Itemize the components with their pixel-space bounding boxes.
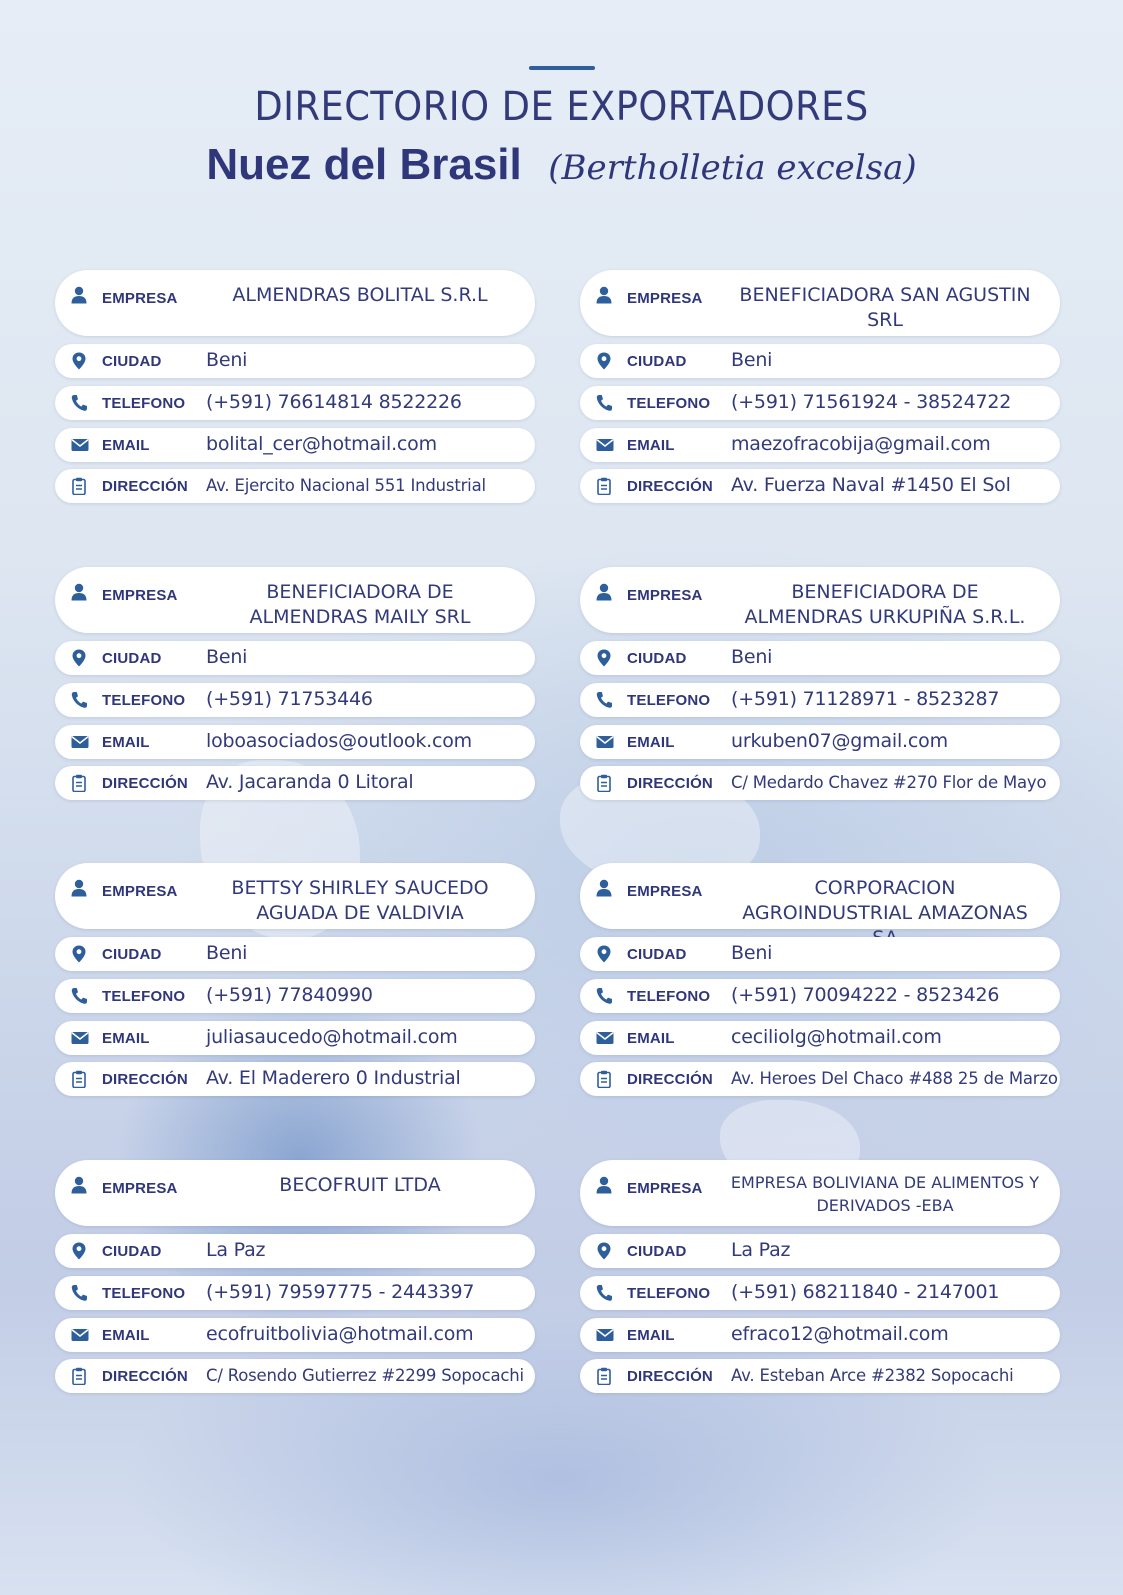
telefono-label: TELEFONO bbox=[102, 1285, 186, 1302]
empresa-label: EMPRESA bbox=[627, 290, 703, 307]
email-value: juliasaucedo@hotmail.com bbox=[206, 1026, 458, 1048]
email-row bbox=[580, 428, 1060, 462]
email-row bbox=[580, 725, 1060, 759]
page-title: DIRECTORIO DE EXPORTADORES bbox=[254, 84, 869, 130]
ciudad-row bbox=[580, 641, 1060, 675]
phone-icon bbox=[596, 987, 612, 1005]
person-icon bbox=[596, 286, 612, 304]
ciudad-value: La Paz bbox=[731, 1239, 791, 1261]
empresa-value: BECOFRUIT LTDA bbox=[279, 1174, 441, 1196]
ciudad-row bbox=[580, 937, 1060, 971]
empresa-label: EMPRESA bbox=[102, 1180, 178, 1197]
clipboard-icon bbox=[596, 1367, 612, 1385]
empresa-row bbox=[55, 270, 535, 336]
empresa-value: BENEFICIADORA DE ALMENDRAS URKUPIÑA S.R.L. bbox=[744, 581, 1026, 628]
direccion-value: Av. Jacaranda 0 Litoral bbox=[206, 771, 414, 793]
direccion-row bbox=[580, 469, 1060, 503]
direccion-value: C/ Medardo Chavez #270 Flor de Mayo bbox=[731, 773, 1047, 792]
person-icon bbox=[71, 583, 87, 601]
telefono-row bbox=[55, 683, 535, 717]
envelope-icon bbox=[596, 733, 612, 751]
empresa-label: EMPRESA bbox=[627, 1180, 703, 1197]
telefono-value: (+591) 71753446 bbox=[206, 688, 373, 710]
direccion-value: Av. Fuerza Naval #1450 El Sol bbox=[731, 474, 1011, 496]
ciudad-value: Beni bbox=[731, 349, 773, 371]
clipboard-icon bbox=[71, 1367, 87, 1385]
email-label: EMAIL bbox=[102, 437, 150, 454]
clipboard-icon bbox=[71, 774, 87, 792]
telefono-label: TELEFONO bbox=[102, 692, 186, 709]
clipboard-icon bbox=[596, 477, 612, 495]
person-icon bbox=[71, 879, 87, 897]
phone-icon bbox=[71, 394, 87, 412]
empresa-row bbox=[55, 863, 535, 929]
telefono-value: (+591) 76614814 8522226 bbox=[206, 391, 462, 413]
email-label: EMAIL bbox=[627, 1030, 675, 1047]
email-row bbox=[580, 1318, 1060, 1352]
telefono-row bbox=[580, 979, 1060, 1013]
ciudad-row bbox=[55, 937, 535, 971]
telefono-value: (+591) 68211840 - 2147001 bbox=[731, 1281, 1000, 1303]
map-pin-icon bbox=[596, 945, 612, 963]
page-subtitle-row bbox=[0, 140, 1123, 190]
ciudad-label: CIUDAD bbox=[627, 1243, 687, 1260]
telefono-row bbox=[580, 1276, 1060, 1310]
phone-icon bbox=[596, 691, 612, 709]
envelope-icon bbox=[596, 436, 612, 454]
email-row bbox=[55, 428, 535, 462]
phone-icon bbox=[596, 1284, 612, 1302]
direccion-label: DIRECCIÓN bbox=[627, 1368, 713, 1385]
telefono-row bbox=[55, 979, 535, 1013]
direccion-row bbox=[55, 469, 535, 503]
map-pin-icon bbox=[71, 1242, 87, 1260]
direccion-label: DIRECCIÓN bbox=[102, 1368, 188, 1385]
person-icon bbox=[71, 1176, 87, 1194]
direccion-label: DIRECCIÓN bbox=[627, 775, 713, 792]
empresa-label: EMPRESA bbox=[102, 290, 178, 307]
telefono-row bbox=[55, 386, 535, 420]
empresa-value: BENEFICIADORA SAN AGUSTIN SRL bbox=[739, 284, 1031, 331]
empresa-value: ALMENDRAS BOLITAL S.R.L bbox=[232, 284, 488, 306]
empresa-row bbox=[55, 1160, 535, 1226]
telefono-label: TELEFONO bbox=[627, 395, 711, 412]
empresa-row bbox=[580, 567, 1060, 633]
ciudad-row bbox=[55, 344, 535, 378]
ciudad-row bbox=[55, 1234, 535, 1268]
telefono-label: TELEFONO bbox=[102, 395, 186, 412]
telefono-row bbox=[55, 1276, 535, 1310]
empresa-row bbox=[580, 863, 1060, 929]
header-accent-line bbox=[529, 66, 595, 70]
direccion-label: DIRECCIÓN bbox=[102, 775, 188, 792]
email-label: EMAIL bbox=[102, 734, 150, 751]
telefono-label: TELEFONO bbox=[102, 988, 186, 1005]
phone-icon bbox=[71, 987, 87, 1005]
direccion-label: DIRECCIÓN bbox=[627, 1071, 713, 1088]
ciudad-value: Beni bbox=[731, 942, 773, 964]
clipboard-icon bbox=[71, 477, 87, 495]
phone-icon bbox=[71, 691, 87, 709]
ciudad-row bbox=[55, 641, 535, 675]
email-label: EMAIL bbox=[102, 1030, 150, 1047]
empresa-label: EMPRESA bbox=[627, 587, 703, 604]
envelope-icon bbox=[71, 1029, 87, 1047]
direccion-row bbox=[580, 1359, 1060, 1393]
empresa-label: EMPRESA bbox=[627, 883, 703, 900]
map-pin-icon bbox=[596, 649, 612, 667]
envelope-icon bbox=[596, 1029, 612, 1047]
ciudad-value: Beni bbox=[206, 942, 248, 964]
email-row bbox=[55, 1021, 535, 1055]
ciudad-label: CIUDAD bbox=[627, 353, 687, 370]
map-pin-icon bbox=[596, 1242, 612, 1260]
map-pin-icon bbox=[71, 352, 87, 370]
page-subtitle: Nuez del Brasil bbox=[206, 140, 522, 189]
scientific-name: (Bertholletia excelsa) bbox=[548, 148, 917, 188]
email-label: EMAIL bbox=[627, 437, 675, 454]
ciudad-value: Beni bbox=[731, 646, 773, 668]
empresa-label: EMPRESA bbox=[102, 883, 178, 900]
clipboard-icon bbox=[596, 774, 612, 792]
telefono-value: (+591) 79597775 - 2443397 bbox=[206, 1281, 475, 1303]
person-icon bbox=[71, 286, 87, 304]
ciudad-row bbox=[580, 1234, 1060, 1268]
telefono-row bbox=[580, 683, 1060, 717]
email-label: EMAIL bbox=[627, 734, 675, 751]
telefono-value: (+591) 71128971 - 8523287 bbox=[731, 688, 1000, 710]
email-value: efraco12@hotmail.com bbox=[731, 1323, 949, 1345]
email-value: bolital_cer@hotmail.com bbox=[206, 433, 437, 455]
map-pin-icon bbox=[596, 352, 612, 370]
direccion-label: DIRECCIÓN bbox=[627, 478, 713, 495]
empresa-value: BETTSY SHIRLEY SAUCEDO AGUADA DE VALDIVIA bbox=[231, 877, 489, 924]
person-icon bbox=[596, 583, 612, 601]
direccion-label: DIRECCIÓN bbox=[102, 478, 188, 495]
empresa-row bbox=[55, 567, 535, 633]
clipboard-icon bbox=[596, 1070, 612, 1088]
direccion-value: Av. Heroes Del Chaco #488 25 de Marzo bbox=[731, 1069, 1058, 1088]
phone-icon bbox=[596, 394, 612, 412]
ciudad-label: CIUDAD bbox=[102, 946, 162, 963]
telefono-value: (+591) 70094222 - 8523426 bbox=[731, 984, 1000, 1006]
telefono-row bbox=[580, 386, 1060, 420]
envelope-icon bbox=[71, 436, 87, 454]
envelope-icon bbox=[71, 733, 87, 751]
envelope-icon bbox=[596, 1326, 612, 1344]
empresa-row bbox=[580, 1160, 1060, 1226]
ciudad-label: CIUDAD bbox=[102, 1243, 162, 1260]
empresa-value: CORPORACION AGROINDUSTRIAL AMAZONAS bbox=[742, 877, 1028, 924]
email-label: EMAIL bbox=[102, 1327, 150, 1344]
direccion-row bbox=[55, 1062, 535, 1096]
telefono-label: TELEFONO bbox=[627, 692, 711, 709]
direccion-row bbox=[580, 766, 1060, 800]
direccion-value: Av. El Maderero 0 Industrial bbox=[206, 1067, 461, 1089]
email-row bbox=[55, 725, 535, 759]
map-pin-icon bbox=[71, 945, 87, 963]
empresa-value: EMPRESA BOLIVIANA DE ALIMENTOS Y DERIVADOS -EBA bbox=[730, 1173, 1040, 1215]
direccion-value: Av. Ejercito Nacional 551 Industrial bbox=[206, 476, 486, 495]
direccion-label: DIRECCIÓN bbox=[102, 1071, 188, 1088]
email-value: maezofracobija@gmail.com bbox=[731, 433, 991, 455]
ciudad-label: CIUDAD bbox=[102, 353, 162, 370]
email-value: ceciliolg@hotmail.com bbox=[731, 1026, 942, 1048]
person-icon bbox=[596, 1176, 612, 1194]
empresa-label: EMPRESA bbox=[102, 587, 178, 604]
telefono-label: TELEFONO bbox=[627, 988, 711, 1005]
ciudad-value: Beni bbox=[206, 349, 248, 371]
empresa-value: BENEFICIADORA DE ALMENDRAS MAILY SRL bbox=[249, 581, 471, 628]
empresa-row bbox=[580, 270, 1060, 336]
phone-icon bbox=[71, 1284, 87, 1302]
direccion-row bbox=[580, 1062, 1060, 1096]
ciudad-row bbox=[580, 344, 1060, 378]
email-label: EMAIL bbox=[627, 1327, 675, 1344]
map-pin-icon bbox=[71, 649, 87, 667]
email-value: urkuben07@gmail.com bbox=[731, 730, 948, 752]
email-value: ecofruitbolivia@hotmail.com bbox=[206, 1323, 474, 1345]
person-icon bbox=[596, 879, 612, 897]
ciudad-label: CIUDAD bbox=[627, 650, 687, 667]
telefono-value: (+591) 71561924 - 38524722 bbox=[731, 391, 1012, 413]
direccion-value: C/ Rosendo Gutierrez #2299 Sopocachi bbox=[206, 1366, 524, 1385]
email-row bbox=[55, 1318, 535, 1352]
email-row bbox=[580, 1021, 1060, 1055]
ciudad-value: La Paz bbox=[206, 1239, 266, 1261]
direccion-row bbox=[55, 1359, 535, 1393]
ciudad-value: Beni bbox=[206, 646, 248, 668]
email-value: loboasociados@outlook.com bbox=[206, 730, 472, 752]
direccion-row bbox=[55, 766, 535, 800]
direccion-value: Av. Esteban Arce #2382 Sopocachi bbox=[731, 1366, 1014, 1385]
ciudad-label: CIUDAD bbox=[102, 650, 162, 667]
envelope-icon bbox=[71, 1326, 87, 1344]
telefono-value: (+591) 77840990 bbox=[206, 984, 373, 1006]
telefono-label: TELEFONO bbox=[627, 1285, 711, 1302]
ciudad-label: CIUDAD bbox=[627, 946, 687, 963]
clipboard-icon bbox=[71, 1070, 87, 1088]
